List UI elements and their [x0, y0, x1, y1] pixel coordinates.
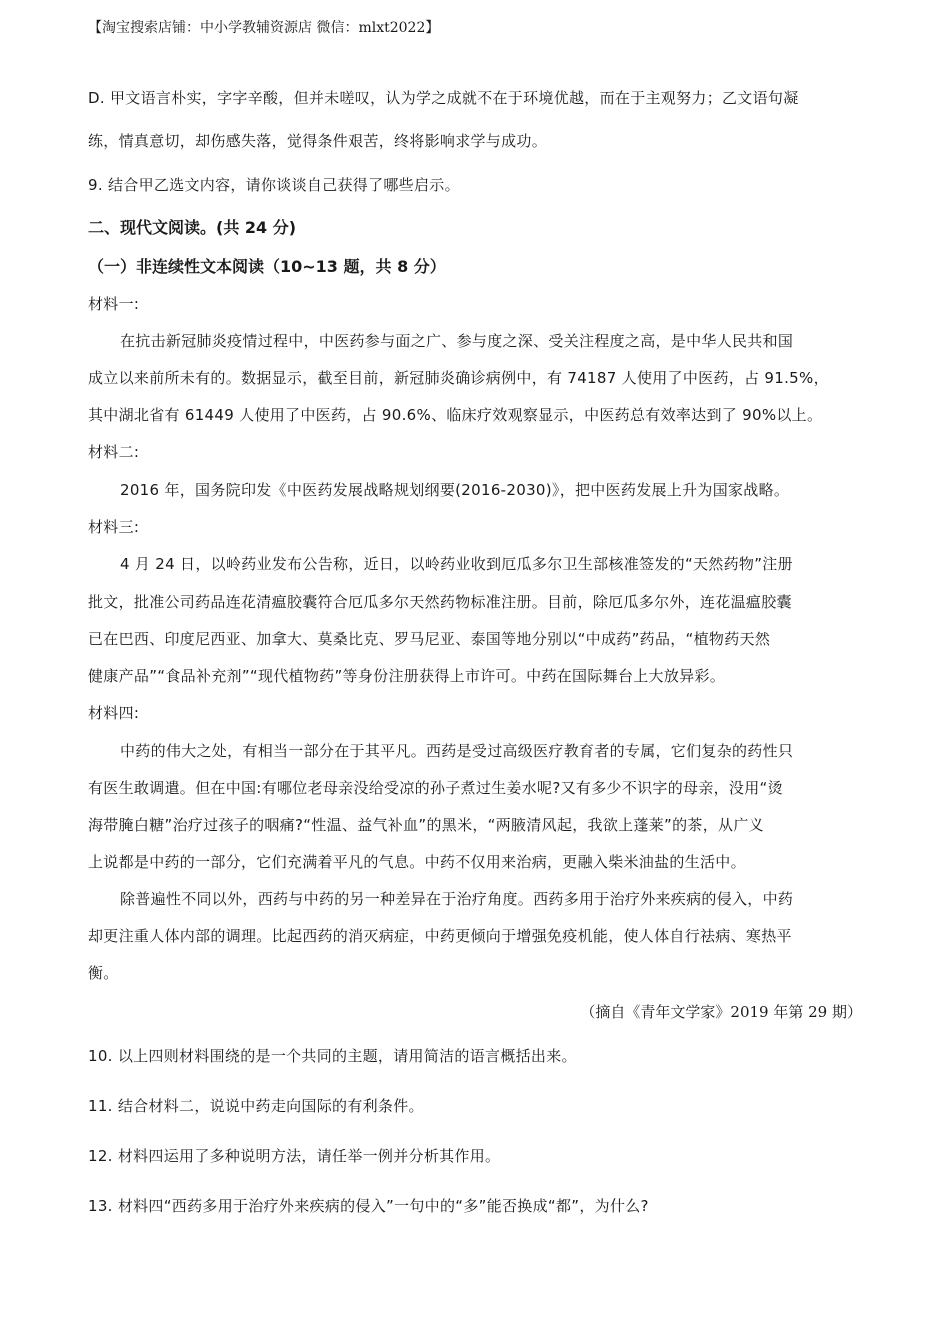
material-4-label: 材料四:	[88, 704, 140, 722]
question-12: 12. 材料四运用了多种说明方法，请任举一例并分析其作用。	[88, 1147, 501, 1165]
material-3-line: 健康产品”“食品补充剂”“现代植物药”等身份注册获得上市许可。中药在国际舞台上大放异彩。	[88, 667, 726, 685]
material-1-line: 成立以来前所未有的。数据显示，截至目前，新冠肺炎确诊病例中，有 74187 人使用了中医药，占 91.5%，	[88, 369, 829, 387]
question-13: 13. 材料四“西药多用于治疗外来疾病的侵入”一句中的“多”能否换成“都”，为什么?	[88, 1197, 649, 1215]
part-1-title: （一）非连续性文本阅读（10~13 题，共 8 分）	[88, 257, 446, 276]
material-3-line: 批文，批准公司药品连花清瘟胶囊符合厄瓜多尔天然药物标准注册。目前，除厄瓜多尔外，连花温瘟胶囊	[88, 593, 792, 611]
question-10: 10. 以上四则材料围绕的是一个共同的主题，请用简洁的语言概括出来。	[88, 1047, 577, 1065]
question-9: 9. 结合甲乙选文内容，请你谈谈自己获得了哪些启示。	[88, 176, 460, 194]
material-4-line: 却更注重人体内部的调理。比起西药的消灭病症，中药更倾向于增强免疫机能，使人体自行祛病、寒热平	[88, 927, 792, 945]
option-d-line-2: 练，情真意切，却伤感失落，觉得条件艰苦，终将影响求学与成功。	[88, 132, 548, 150]
material-4-line: 中药的伟大之处，有相当一部分在于其平凡。西药是受过高级医疗教育者的专属，它们复杂的药性只	[120, 742, 794, 760]
material-2-label: 材料二:	[88, 443, 140, 461]
material-3-label: 材料三:	[88, 518, 140, 536]
page-header: 【淘宝搜索店铺：中小学教辅资源店 微信：mlxt2022】	[88, 20, 440, 36]
material-3-line: 已在巴西、印度尼西亚、加拿大、莫桑比克、罗马尼亚、泰国等地分别以“中成药”药品，“植物药天然	[88, 630, 771, 648]
material-4-line: 除普遍性不同以外，西药与中药的另一种差异在于治疗角度。西药多用于治疗外来疾病的侵入，中药	[120, 890, 794, 908]
material-3-line: 4 月 24 日，以岭药业发布公告称，近日，以岭药业收到厄瓜多尔卫生部核准签发的“天然药物”注册	[120, 555, 793, 573]
option-d-line-1: D. 甲文语言朴实，字字辛酸，但并未嗟叹，认为学之成就不在于环境优越，而在于主观努力；乙文语句凝	[88, 89, 799, 107]
material-1-line: 在抗击新冠肺炎疫情过程中，中医药参与面之广、参与度之深、受关注程度之高，是中华人民共和国	[120, 332, 794, 350]
material-4-line: 衡。	[88, 964, 119, 982]
material-1-label: 材料一:	[88, 295, 140, 313]
material-4-line: 有医生敢调遣。但在中国:有哪位老母亲没给受凉的孙子煮过生姜水呢?又有多少不识字的母亲，没用“烫	[88, 779, 783, 797]
source-citation: （摘自《青年文学家》2019 年第 29 期）	[580, 1003, 862, 1021]
material-2-line: 2016 年，国务院印发《中医药发展战略规划纲要(2016-2030)》，把中医药发展上升为国家战略。	[120, 481, 790, 499]
material-1-line: 其中湖北省有 61449 人使用了中医药，占 90.6%、临床疗效观察显示，中医药总有效率达到了 90%以上。	[88, 406, 823, 424]
section-2-title: 二、现代文阅读。(共 24 分)	[88, 218, 297, 237]
question-11: 11. 结合材料二，说说中药走向国际的有利条件。	[88, 1097, 424, 1115]
material-4-line: 海带腌白糖”治疗过孩子的咽痛?“性温、益气补血”的黑米，“两腋清风起，我欲上蓬莱”的茶，从广义	[88, 816, 764, 834]
material-4-line: 上说都是中药的一部分，它们充满着平凡的气息。中药不仅用来治病，更融入柴米油盐的生活中。	[88, 853, 746, 871]
